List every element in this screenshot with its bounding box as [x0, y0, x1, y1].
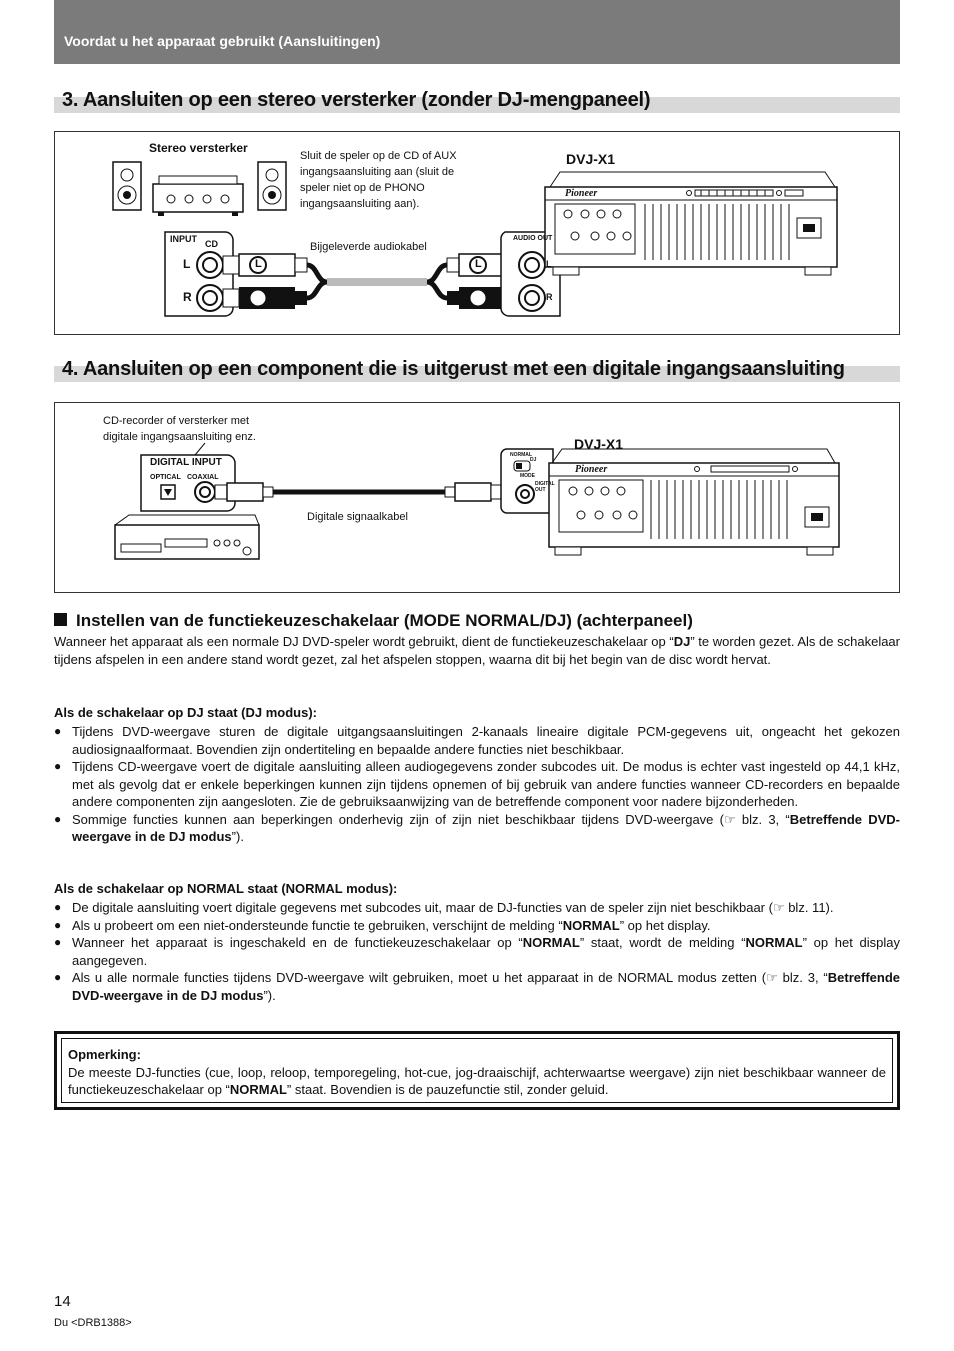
normal-mode-list: [54, 899, 900, 1004]
note-title: Opmerking:: [68, 1047, 141, 1062]
section3-title-bar: [54, 89, 900, 113]
list-item: ● Als u probeert om een niet-ondersteunde functie te gebruiken, verschijnt de melding “NORMAL” op het display.: [54, 917, 900, 935]
audio-cable: [223, 254, 531, 309]
caption-line: digitale ingangsaansluiting enz.: [103, 431, 256, 443]
optical-label: OPTICAL: [150, 474, 181, 481]
out-right-label: R: [546, 292, 553, 302]
intro-paragraph: Wanneer het apparaat als een normale DJ DVD-speler wordt gebruikt, dient de functiekeuzeschakelaar op “DJ” te worden gezet. Als de schakelaar tijdens afspelen in een andere stand wordt gezet, zal het afspelen stoppen, waarna dit bij het begin van de disc wordt hervat.: [54, 634, 900, 667]
device-caption: [103, 413, 256, 445]
left-speaker-icon: [113, 162, 141, 210]
dvj-x1-rear-panel: [545, 172, 837, 275]
header-bar: [54, 0, 900, 64]
document-code: Du <DRB1388>: [54, 1317, 132, 1329]
list-item: ● Tijdens DVD-weergave sturen de digitale uitgangsaansluitingen 2-kanaals lineaire digitale PCM-gegevens uit, ongeacht het gekozen audiosignaalformaat. Bovendien zijn ondertiteling en bepaalde andere functies niet beschikbaar.: [54, 723, 900, 758]
plug-right-mark: R: [475, 291, 483, 303]
page-number: 14: [54, 1293, 71, 1310]
model-label: DVJ-X1: [574, 436, 624, 452]
note-box: [54, 1031, 900, 1110]
list-item: ● Sommige functies kunnen aan beperkingen onderhevig zijn of zijn niet beschikbaar tijdens DVD-weergave (☞ blz. 3, “Betreffende DVD-weergave in de DJ modus”).: [54, 811, 900, 846]
note-inner: [61, 1038, 893, 1103]
instruction-line: Sluit de speler op de CD of AUX: [300, 150, 457, 162]
normal-label: NORMAL: [510, 452, 532, 458]
normal-mode-heading: Als de schakelaar op NORMAL staat (NORMAL modus):: [54, 881, 398, 896]
digital-cable: [215, 483, 503, 501]
square-bullet-icon: [54, 613, 67, 626]
section4-title-bar: [54, 358, 900, 382]
list-item: ● Tijdens CD-weergave voert de digitale aansluiting alleen audiogegevens zonder subcodes uit. De modus is echter vast ingesteld op 44,1 kHz, met als gevolg dat er enkele beperkingen kunnen zijn tijdens opnemen of bij gebruik van andere functies wanneer CD-recorders en bepaalde andere componenten zijn aangesloten. Zie de gebruiksaanwijzing van de betreffende component voor nadere bijzonderheden.: [54, 758, 900, 811]
input-label: INPUT: [170, 234, 197, 244]
right-speaker-icon: [258, 162, 286, 210]
dj-mode-list: [54, 723, 900, 846]
dj-mode-heading: Als de schakelaar op DJ staat (DJ modus):: [54, 705, 317, 720]
left-channel-label: L: [183, 257, 191, 271]
mode-heading-text: Instellen van de functiekeuzeschakelaar (MODE NORMAL/DJ) (achterpaneel): [76, 611, 693, 630]
cable-label: Bijgeleverde audiokabel: [310, 241, 427, 253]
cd-label: CD: [205, 239, 218, 249]
mode-label: MODE: [520, 473, 535, 479]
digital-input-label: DIGITAL INPUT: [150, 457, 222, 468]
section-header: Voordat u het apparaat gebruikt (Aansluitingen): [64, 33, 381, 49]
amplifier-icon: [153, 176, 243, 216]
section3-title: 3. Aansluiten op een stereo versterker (zonder DJ-mengpaneel): [62, 89, 651, 111]
plug-right-mark: R: [255, 291, 263, 303]
figure-digital-connection: [54, 402, 900, 593]
list-item: ● Wanneer het apparaat is ingeschakeld en de functiekeuzeschakelaar op “NORMAL” staat, wordt de melding “NORMAL” op het display aangegeven.: [54, 934, 900, 969]
list-item: ● Als u alle normale functies tijdens DVD-weergave wilt gebruiken, moet u het apparaat in de NORMAL modus zetten (☞ blz. 3, “Betreffende DVD-weergave in de DJ modus”).: [54, 969, 900, 1004]
cd-recorder-icon: [115, 515, 259, 559]
instruction-line: ingangsaansluiting aan).: [300, 198, 420, 210]
out-left-label: L: [546, 259, 552, 269]
dj-label: DJ: [530, 457, 537, 463]
mode-section-heading: [54, 611, 693, 631]
figure-stereo-connection: [54, 131, 900, 335]
cable-label: Digitale signaalkabel: [307, 511, 408, 523]
model-label: DVJ-X1: [566, 151, 616, 167]
connection-instruction: [300, 148, 500, 212]
plug-left-mark: L: [475, 258, 482, 270]
plug-left-mark: L: [255, 258, 262, 270]
digital-out-label: DIGITAL OUT: [535, 481, 555, 493]
amp-label: Stereo versterker: [149, 141, 248, 155]
coaxial-label: COAXIAL: [187, 474, 219, 481]
section4-title: 4. Aansluiten op een component die is uitgerust met een digitale ingangsaansluiting: [62, 358, 845, 380]
pioneer-logo: Pioneer: [575, 464, 608, 475]
right-channel-label: R: [183, 290, 192, 304]
caption-line: CD-recorder of versterker met: [103, 415, 250, 427]
note-text: De meeste DJ-functies (cue, loop, reloop, temporegeling, hot-cue, jog-draaischijf, achterwaartse weergave) zijn niet beschikbaar wanneer de functiekeuzeschakelaar op “NORMAL” staat. Bovendien is de pauzefunctie stil, zonder geluid.: [68, 1064, 886, 1097]
list-item: ● De digitale aansluiting voert digitale gegevens met subcodes uit, maar de DJ-functies van de speler zijn niet beschikbaar (☞ blz. 11).: [54, 899, 900, 917]
audio-out-label: AUDIO OUT: [513, 235, 553, 242]
instruction-line: speler niet op de PHONO: [300, 182, 425, 194]
pioneer-logo: Pioneer: [565, 188, 598, 199]
dvj-x1-rear-panel: [549, 449, 839, 555]
instruction-line: ingangsaansluiting aan (sluit de: [300, 166, 455, 178]
